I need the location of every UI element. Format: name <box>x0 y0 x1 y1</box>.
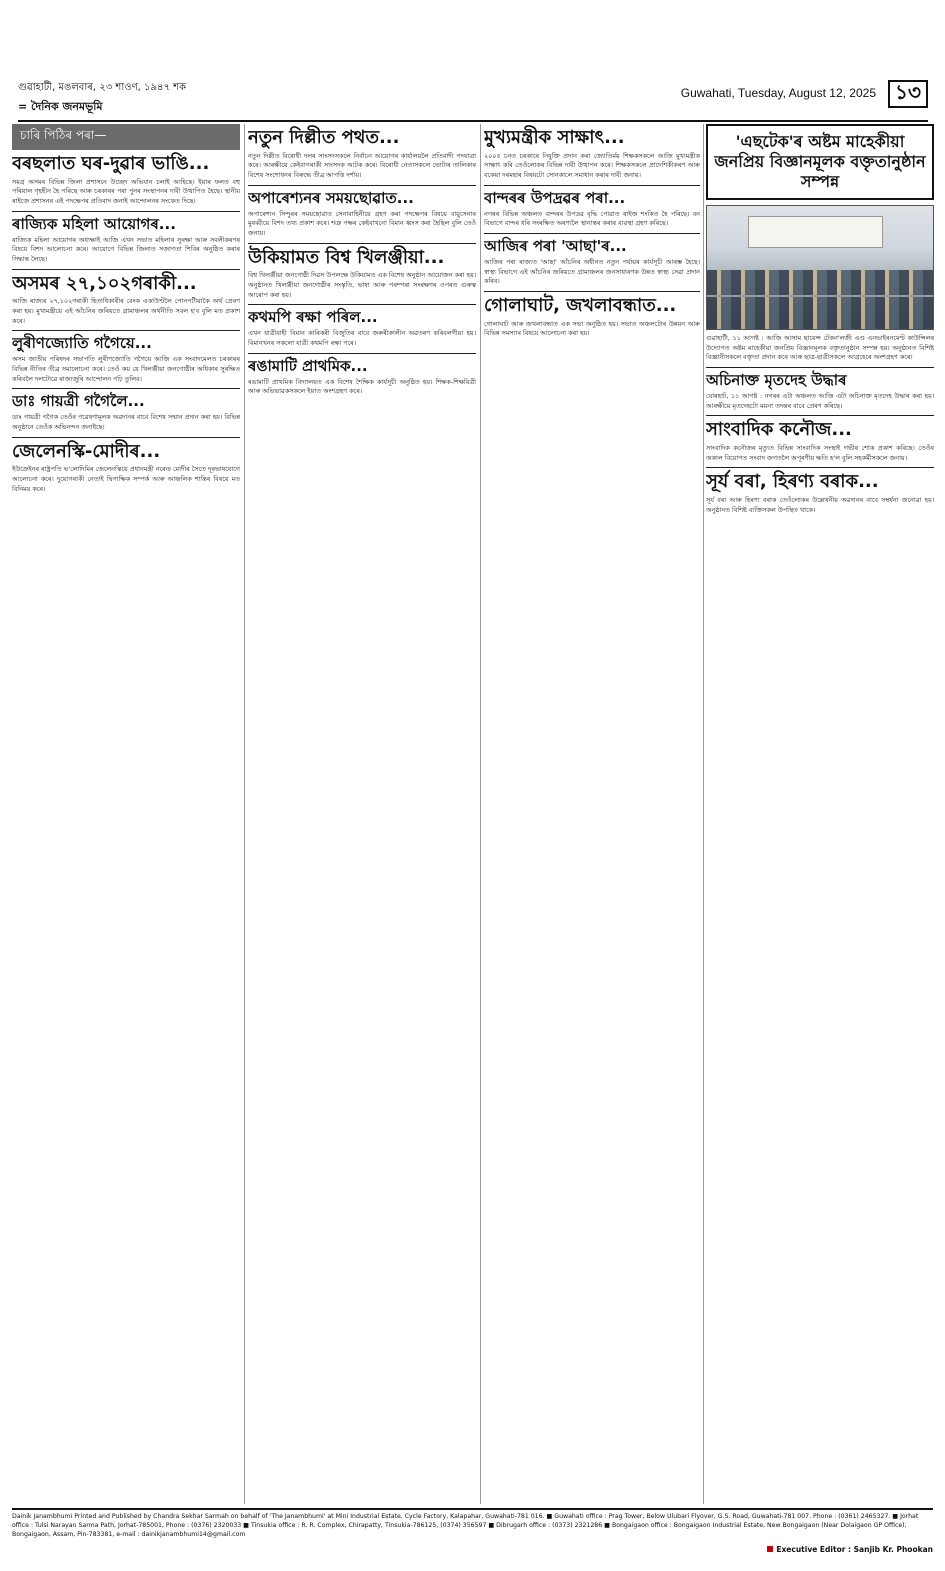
executive-editor-text: Executive Editor : Sanjib Kr. Phookan <box>776 1545 933 1554</box>
divider <box>484 233 700 234</box>
article-headline: গোলাঘাট, জখলাবন্ধাত... <box>484 295 677 317</box>
article-headline: আজিৰ পৰা 'আছা'ৰ... <box>484 236 627 255</box>
article <box>248 128 476 181</box>
article <box>484 190 700 229</box>
article-headline: ৰাজ্যিক মহিলা আয়োগৰ... <box>12 214 176 233</box>
divider <box>706 415 934 416</box>
article-headline: ৰঙামাটি প্ৰাথমিক... <box>248 356 368 375</box>
article <box>484 128 700 181</box>
article-headline: অসমৰ ২৭,১০২গৰাকী... <box>12 272 197 294</box>
article-headline: বান্দৰৰ উপদ্ৰৱৰ পৰা... <box>484 188 626 207</box>
article-headline: সূৰ্য বৰা, হিৰণ্য বৰাক... <box>706 471 879 493</box>
article-headline: উকিয়ামত বিশ্ব খিলঞ্জীয়া... <box>248 246 445 268</box>
article-body: ডাঃ গায়ত্ৰী গগৈক তেওঁৰ গৱেষণামূলক অৱদানৰ বাবে বিশেষ সন্মান প্ৰদান কৰা হয়। বিভিন্ন অনুষ্ঠানে তেওঁক অভিনন্দন জনাইছে। <box>12 413 240 432</box>
divider <box>248 243 476 244</box>
masthead-paper-name: = দৈনিক জনমভূমি <box>18 100 103 113</box>
page-number: ১৩ <box>888 80 928 108</box>
article-body: বিশ্ব খিলঞ্জীয়া জনগোষ্ঠী দিৱস উপলক্ষে উকিয়ামত এক বিশেষ অনুষ্ঠান আয়োজন কৰা হয়। অনুষ্ঠানত খিলঞ্জীয়া জনগোষ্ঠীৰ সংস্কৃতি, ভাষা আৰু পৰম্পৰা সংৰক্ষণৰ ওপৰত গুৰুত্ব আৰোপ কৰা হয়। <box>248 271 476 299</box>
article-headline: সাংবাদিক কনৌজ... <box>706 419 852 441</box>
column-4 <box>706 124 934 1504</box>
article <box>12 216 240 265</box>
article-body: ইউক্ৰেইনৰ ৰাষ্ট্ৰপতি ভ'লোদিমিৰ জেলেনস্কিয়ে প্ৰধানমন্ত্ৰী নৰেন্দ্ৰ মোদীৰ সৈতে দূৰভাষযোগে আলোচনা কৰে। দুয়োগৰাকী নেতাই দ্বিপাক্ষিক সম্পৰ্ক আৰু আঞ্চলিক শান্তিৰ বিষয়ে মত বিনিময় কৰে। <box>12 465 240 493</box>
divider <box>12 269 240 270</box>
article-body: গুৱাহাটী, ১১ আগষ্ট : আজি আসাম ছায়েন্স টেকন'লজী এণ্ড এনভাইৰনমেণ্ট কাউন্সিলৰ উদ্যোগত অষ্টম মাহেকীয়া জনপ্ৰিয় বিজ্ঞানমূলক বক্তৃতানুষ্ঠান সম্পন্ন হয়। অনুষ্ঠানত বিশিষ্ট বিজ্ঞানীসকলে বক্তৃতা প্ৰদান কৰে আৰু ছাত্ৰ-ছাত্ৰীসকলে আগ্ৰহেৰে অংশগ্ৰহণ কৰে। <box>706 334 934 362</box>
divider <box>12 437 240 438</box>
boxed-headline: 'এছটেক'ৰ অষ্টম মাহেকীয়া জনপ্ৰিয় বিজ্ঞানমূলক বক্তৃতানুষ্ঠান সম্পন্ন <box>706 124 934 200</box>
article-body: অসম জাতীয় পৰিষদৰ সভাপতি লুৰীণজ্যোতি গগৈয়ে আজি এক সংবাদমেলত চৰকাৰৰ বিভিন্ন নীতিৰ তীব্ৰ সমালোচনা কৰে। তেওঁ কয় যে খিলঞ্জীয়া জনগোষ্ঠীৰ অধিকাৰ সুৰক্ষিত কৰিবলৈ দলটোৱে ৰাজ্যজুৰি আন্দোলন গঢ়ি তুলিব। <box>12 355 240 383</box>
masthead <box>18 80 928 124</box>
article <box>12 335 240 384</box>
divider <box>484 291 700 292</box>
article-body: সাংবাদিক কনৌজৰ মৃত্যুত বিভিন্ন সাংবাদিক সংস্থাই গভীৰ শোক প্ৰকাশ কৰিছে। তেওঁৰ অকাল বিয়োগত সংবাদ জগতলৈ অপূৰণীয় ক্ষতি হ'ল বুলি সহকৰ্মীসকলে জনায়। <box>706 443 934 462</box>
article-body: ২০০৫ চনত চৰকাৰে নিযুক্তি প্ৰদান কৰা জ্যোতিৰ্ময় শিক্ষকসকলে আজি মুখ্যমন্ত্ৰীক সাক্ষাৎ কৰি তেওঁলোকৰ বিভিন্ন দাবী উত্থাপন কৰে। শিক্ষকসকলে প্ৰাদেশিকীকৰণ আৰু বকেয়া দৰমহাৰ বিষয়টো সোনকালে সমাধান কৰাৰ দাবী জনায়। <box>484 151 700 179</box>
column-1 <box>12 124 240 1504</box>
article-body: সমগ্ৰ অসমৰ বিভিন্ন জিলা প্ৰশাসনে উচ্ছেদ অভিযান চলাই আহিছে। ইয়াৰ ফলত বহু পৰিয়াল গৃহহীন হৈ পৰিছে আৰু চৰকাৰৰ পৰা পুনৰ সংস্থাপনৰ দাবী উত্থাপিত হৈছে। স্থানীয় ৰাইজে প্ৰশাসনৰ এই পদক্ষেপৰ প্ৰতিবাদ জনাই আন্দোলনৰ সংকেত দিছে। <box>12 177 240 205</box>
stage-banner-shape <box>748 216 884 248</box>
article <box>484 296 700 339</box>
article-body: ৰঙামাটি প্ৰাথমিক বিদ্যালয়ত এক বিশেষ শৈক্ষিক কাৰ্যসূচী অনুষ্ঠিত হয়। শিক্ষক-শিক্ষয়িত্ৰী আৰু অভিভাৱকসকলে ইয়াত অংশগ্ৰহণ কৰে। <box>248 377 476 396</box>
audience-row-shape <box>707 297 933 329</box>
column-divider <box>703 124 704 1504</box>
divider <box>484 185 700 186</box>
article-body: আজিৰ পৰা ৰাজ্যত 'আছা' আঁচনিৰ অধীনত নতুন পৰ্যায়ৰ কাৰ্যসূচী আৰম্ভ হৈছে। স্বাস্থ্য বিভাগে এই আঁচনিৰ জৰিয়তে গ্ৰামাঞ্চলৰ জনসাধাৰণক উন্নত স্বাস্থ্য সেৱা প্ৰদান কৰিব। <box>484 258 700 286</box>
column-2 <box>248 124 476 1504</box>
divider <box>706 467 934 468</box>
divider <box>248 185 476 186</box>
article <box>484 238 700 287</box>
article-body: অপাৰেশ্যন সিন্দুৰৰ সময়ছোৱাত সেনাবাহিনীয়ে গ্ৰহণ কৰা পদক্ষেপৰ বিষয়ে বায়ুসেনাৰ মুৰব্বীয়ে বিশদ তথ্য প্ৰকাশ কৰে। শত্ৰু পক্ষৰ কেইবাখনো বিমান ধ্বংস কৰা হৈছিল বুলি তেওঁ জনায়। <box>248 209 476 237</box>
article-body: গোলাঘাট আৰু জখলাবন্ধাত এক সভা অনুষ্ঠিত হয়। সভাত অঞ্চলটোৰ উন্নয়ন আৰু বিভিন্ন সমস্যাৰ বিষয়ে আলোচনা কৰা হয়। <box>484 319 700 338</box>
imprint-footer: Dainik Janambhumi Printed and Published by Chandra Sekhar Sarmah on behalf of 'The Janambhumi' at Mini Industrial Estate, Cycle Factory, Kalapahar, Guwahati-781 016. ■ Guwahati office : Prag Tower, Below Ulubari Flyover, G.S. Road, Guwahati-781 007. Phone : (0361) 2465327. ■ Jorhat office : Tulsi Narayan Sarma Path, Jorhat-785001, Phone : (0376) 2320033 ■ Tinsukia office : R. R. Complex, Chirapatty, Tinsukia-786125, (0374) 356597 ■ Dibrugarh office : (0373) 2321286 ■ Bongaigaon office : Bongaigaon Industrial Estate, New Bongaigaon (Near Dolaigaon GP Office), Bongaigaon, Assam, Pin-783381, e-mail : dainikjanambhumi14@gmail.com <box>12 1508 933 1540</box>
divider <box>12 330 240 331</box>
article <box>12 393 240 432</box>
article <box>12 154 240 207</box>
article <box>12 442 240 495</box>
article-body: সূৰ্য বৰা আৰু হিৰণ্য বৰাক তেওঁলোকৰ উল্লেখনীয় অৱদানৰ বাবে সম্বৰ্ধনা জনোৱা হয়। অনুষ্ঠানত বিশিষ্ট ব্যক্তিসকল উপস্থিত থাকে। <box>706 495 934 514</box>
article-body: নতুন দিল্লীত বিৰোধী দলৰ সাংসদসকলে নিৰ্বাচন আয়োগৰ কাৰ্যালয়লৈ প্ৰতিবাদী পদযাত্ৰা কৰে। আৰক্ষীয়ে কেইবাগৰাকী সাংসদক আটক কৰে। বিৰোধী নেতাসকলে ভোটাৰ তালিকাৰ বিশেষ সংশোধনৰ বিৰুদ্ধে তীব্ৰ আপত্তি দৰ্শায়। <box>248 151 476 179</box>
continued-kicker: চাৰি পিঠিৰ পৰা— <box>12 124 240 150</box>
article-body: এখন যাত্ৰীবাহী বিমান কাৰিকৰী বিজুতিৰ বাবে জৰুৰীকালীন অৱতৰণ কৰিবলগীয়া হয়। বিমানখনৰ সকলো যাত্ৰী কথমপি ৰক্ষা পৰে। <box>248 329 476 347</box>
divider <box>12 388 240 389</box>
audience-row-shape <box>707 270 933 295</box>
article-headline: জেলেনস্কি-মোদীৰ... <box>12 440 161 462</box>
article-body: যোৰহাট, ১১ আগষ্ট : নগৰৰ এটা অঞ্চলত আজি এটা অচিনাক্ত মৃতদেহ উদ্ধাৰ কৰা হয়। আৰক্ষীয়ে মৃতদেহটো ময়না তদন্তৰ বাবে প্ৰেৰণ কৰিছে। <box>706 392 934 410</box>
article-headline: অচিনাক্ত মৃতদেহ উদ্ধাৰ <box>706 370 847 389</box>
article <box>706 372 934 411</box>
event-photo <box>706 205 934 330</box>
executive-editor-credit <box>767 1545 933 1554</box>
article-body: নগৰৰ বিভিন্ন অঞ্চলত বান্দৰৰ উপদ্ৰৱ বৃদ্ধি পোৱাত ৰাইজ শংকিত হৈ পৰিছে। বন বিভাগে বান্দৰ ধৰি সংৰক্ষিত অৰণ্যলৈ স্থানান্তৰ কৰাৰ ব্যৱস্থা গ্ৰহণ কৰিছে। <box>484 209 700 228</box>
article-headline: নতুন দিল্লীত পথত... <box>248 127 400 148</box>
divider <box>248 353 476 354</box>
article <box>248 358 476 397</box>
article-headline: কথমপি ৰক্ষা পৰিল... <box>248 308 378 327</box>
article-headline: বৰছলাত ঘৰ-দুৱাৰ ভাঙি... <box>12 153 210 174</box>
article-headline: অপাৰেশ্যনৰ সময়ছোৱাত... <box>248 188 414 207</box>
divider <box>12 211 240 212</box>
bullet-square-icon <box>767 1546 773 1552</box>
article-headline: মুখ্যমন্ত্ৰীক সাক্ষাৎ... <box>484 127 625 148</box>
article-body: আজি ৰাজ্যৰ ২৭,১০২গৰাকী হিতাধিকাৰীৰ বেংক একাউণ্টলৈ পোনপটীয়াকৈ অৰ্থ প্ৰেৰণ কৰা হয়। মুখ্যমন্ত্ৰীয়ে এই আঁচনিৰ জৰিয়তে গ্ৰামাঞ্চলৰ অৰ্থনীতি সবল হ'ব বুলি মত প্ৰকাশ কৰে। <box>12 297 240 325</box>
divider <box>248 304 476 305</box>
column-divider <box>480 124 481 1504</box>
article <box>248 248 476 301</box>
article <box>706 472 934 515</box>
column-3 <box>484 124 700 1504</box>
masthead-divider <box>18 120 928 122</box>
article-headline: লুৰীণজ্যোতি গগৈয়ে... <box>12 334 152 353</box>
article-headline: ডাঃ গায়ত্ৰী গগৈলৈ... <box>12 392 145 411</box>
article <box>12 274 240 327</box>
column-divider <box>244 124 245 1504</box>
masthead-date-assamese: গুৱাহাটী, মঙলবাৰ, ২৩ শাওণ, ১৯৪৭ শক <box>18 82 187 93</box>
article <box>248 309 476 348</box>
article <box>706 420 934 463</box>
article <box>248 190 476 239</box>
divider <box>706 367 934 368</box>
masthead-date-english: Guwahati, Tuesday, August 12, 2025 <box>680 86 876 100</box>
article-body: ৰাজ্যিক মহিলা আয়োগৰ অধ্যক্ষাই আজি এখন সভাত মহিলাৰ সুৰক্ষা আৰু সবলীকৰণৰ বিষয়ে বিশদ আলোচনা কৰে। আয়োগে বিভিন্ন জিলাত সজাগতা শিবিৰ অনুষ্ঠিত কৰাৰ সিদ্ধান্ত লৈছে। <box>12 235 240 263</box>
